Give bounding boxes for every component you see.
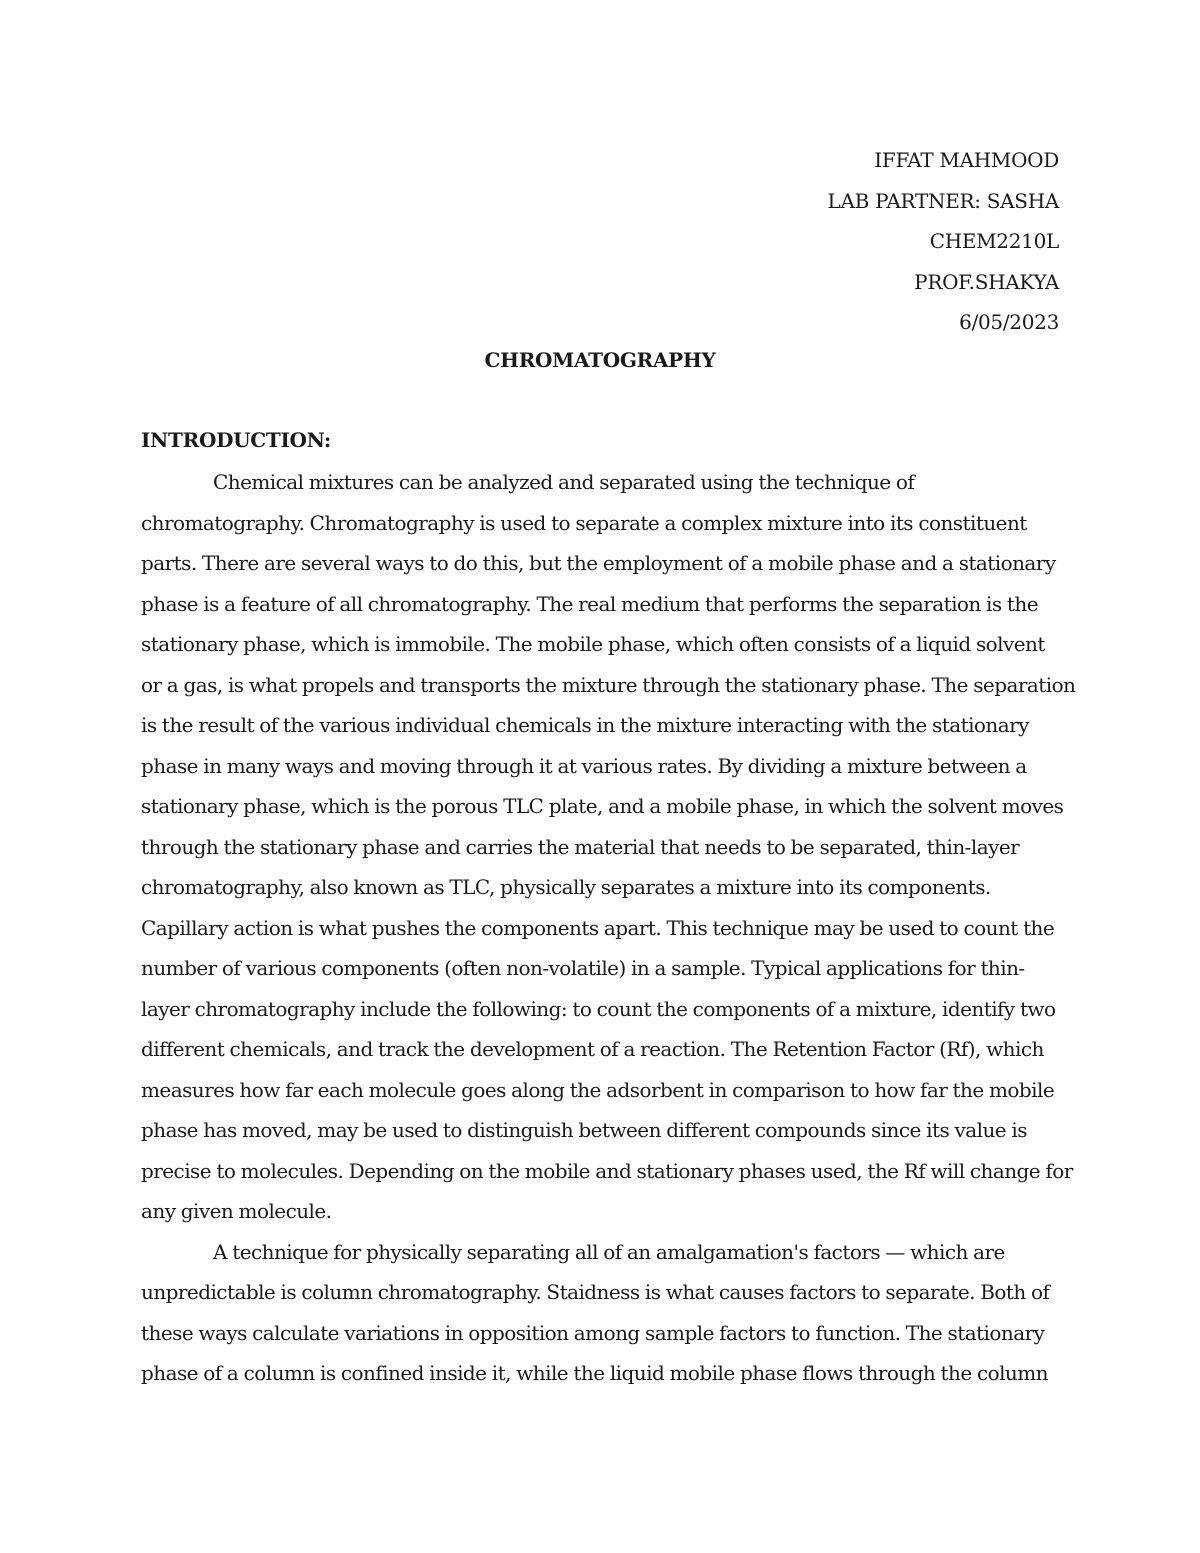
paragraph-line: chromatography. Chromatography is used to separate a complex mixture into its constituent — [141, 510, 1027, 535]
paragraph-line: or a gas, is what propels and transports the mixture through the stationary phase. The separation — [141, 672, 1076, 697]
paragraph-line: number of various components (often non-volatile) in a sample. Typical applications for thin- — [141, 956, 1025, 980]
lab-partner: LAB PARTNER: SASHA — [827, 188, 1059, 213]
paragraph-line: Chemical mixtures can be analyzed and separated using the technique of — [213, 470, 915, 494]
paragraph-line: these ways calculate variations in opposition among sample factors to function. The stationary — [141, 1320, 1045, 1345]
paragraph-line: chromatography, also known as TLC, physically separates a mixture into its components. — [141, 875, 991, 899]
paragraph-line: measures how far each molecule goes along the adsorbent in comparison to how far the mobile — [141, 1077, 1055, 1102]
paragraph-line: parts. There are several ways to do this, but the employment of a mobile phase and a stationary — [141, 551, 1056, 575]
body-text — [141, 462, 1076, 1394]
section-heading: INTRODUCTION: — [141, 428, 331, 452]
paragraph-line: precise to molecules. Depending on the mobile and stationary phases used, the Rf will change for — [141, 1158, 1073, 1183]
paragraph-line: layer chromatography include the following: to count the components of a mixture, identify two — [141, 996, 1056, 1021]
paragraph-line: phase has moved, may be used to distinguish between different compounds since its value is — [141, 1118, 1027, 1142]
paragraph-line: A technique for physically separating all of an amalgamation's factors — which are — [213, 1239, 1005, 1264]
paragraph-line: phase in many ways and moving through it at various rates. By dividing a mixture between a — [141, 753, 1027, 778]
report-date: 6/05/2023 — [959, 310, 1059, 335]
paragraph-line: unpredictable is column chromatography. Staidness is what causes factors to separate. Both of — [141, 1280, 1050, 1304]
paragraph-line: is the result of the various individual chemicals in the mixture interacting with the stationary — [141, 713, 1029, 737]
paragraph-line: through the stationary phase and carries the material that needs to be separated, thin-layer — [141, 834, 1020, 859]
course-code: CHEM2210L — [929, 229, 1059, 254]
paragraph-line: Capillary action is what pushes the components apart. This technique may be used to count the — [141, 915, 1055, 940]
paragraph-line: different chemicals, and track the development of a reaction. The Retention Factor (Rf), which — [141, 1037, 1044, 1061]
document-title: CHROMATOGRAPHY — [484, 348, 716, 372]
header-block — [828, 140, 1059, 343]
paragraph-line: any given molecule. — [141, 1199, 332, 1223]
paragraph-line: phase is a feature of all chromatography. The real medium that performs the separation is the — [141, 591, 1039, 616]
author-name: IFFAT MAHMOOD — [874, 148, 1059, 172]
paragraph-line: phase of a column is confined inside it, while the liquid mobile phase flows through the column — [141, 1361, 1049, 1385]
paragraph-line: stationary phase, which is immobile. The mobile phase, which often consists of a liquid solvent — [141, 632, 1045, 656]
paragraph-line: stationary phase, which is the porous TLC plate, and a mobile phase, in which the solvent moves — [141, 794, 1064, 818]
professor-name: PROF.SHAKYA — [914, 269, 1059, 294]
